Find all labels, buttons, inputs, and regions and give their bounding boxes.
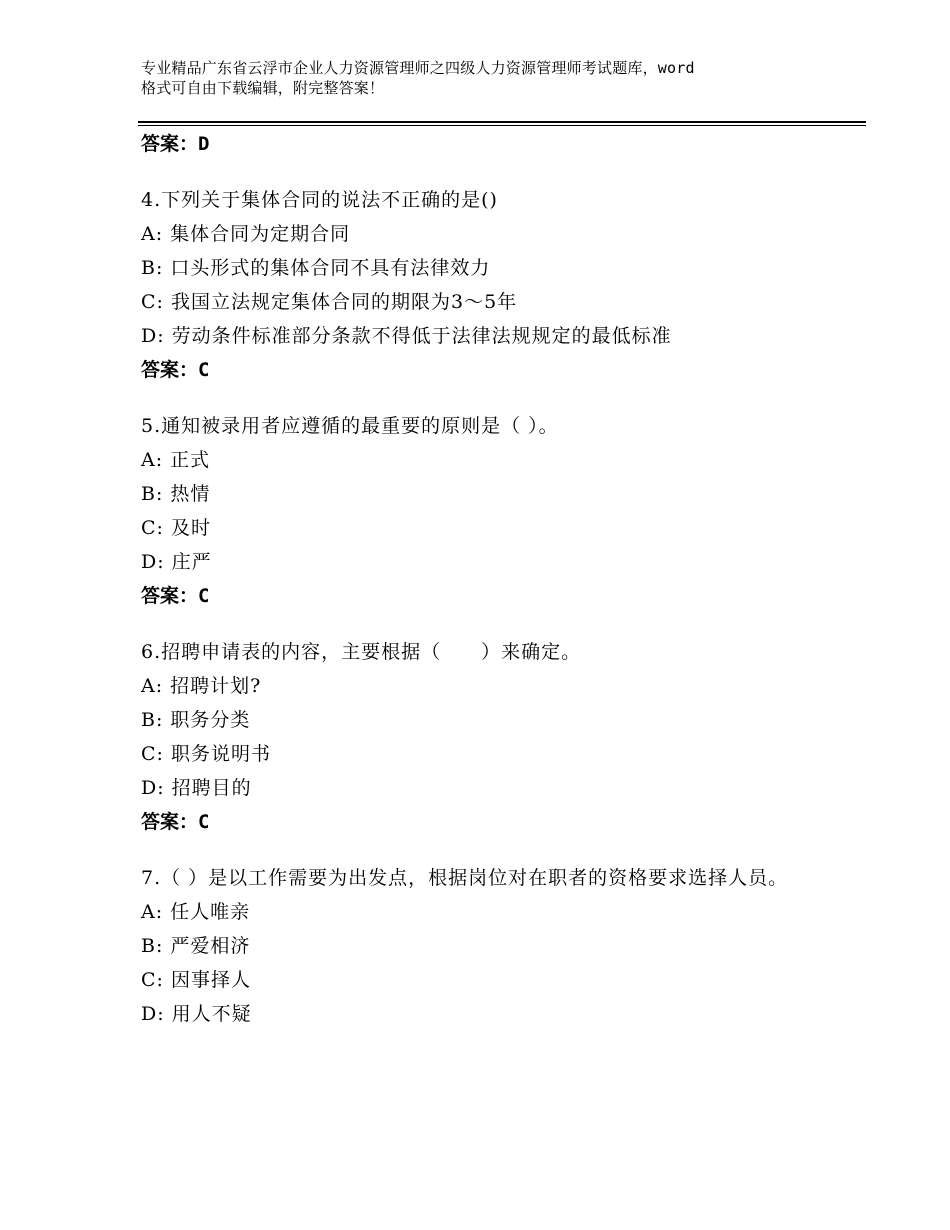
option-b: B: 热情 bbox=[141, 483, 211, 505]
option-b: B: 职务分类 bbox=[141, 709, 251, 731]
question-4 bbox=[141, 183, 841, 387]
answer-previous: 答案：D bbox=[141, 133, 210, 155]
option-c: C: 职务说明书 bbox=[141, 743, 271, 765]
option-d: D: 劳动条件标准部分条款不得低于法律法规规定的最低标准 bbox=[141, 325, 672, 347]
option-d: D: 用人不疑 bbox=[141, 1003, 252, 1025]
option-d: D: 庄严 bbox=[141, 551, 212, 573]
option-b: B: 口头形式的集体合同不具有法律效力 bbox=[141, 257, 491, 279]
option-c: C: 及时 bbox=[141, 517, 211, 539]
answer: 答案：C bbox=[141, 585, 210, 607]
option-d: D: 招聘目的 bbox=[141, 777, 252, 799]
question-stem: 5.通知被录用者应遵循的最重要的原则是（ ）。 bbox=[141, 415, 559, 437]
option-c: C: 因事择人 bbox=[141, 969, 251, 991]
answer: 答案：C bbox=[141, 359, 210, 381]
answer: 答案：C bbox=[141, 811, 210, 833]
header-divider-thin bbox=[138, 125, 866, 126]
header-line-1: 专业精品广东省云浮市企业人力资源管理师之四级人力资源管理师考试题库，word bbox=[141, 59, 695, 77]
document-body bbox=[141, 127, 841, 1031]
question-7 bbox=[141, 861, 841, 1031]
header-line-2: 格式可自由下载编辑，附完整答案！ bbox=[141, 79, 385, 97]
option-a: A: 集体合同为定期合同 bbox=[141, 223, 351, 245]
question-6 bbox=[141, 635, 841, 839]
question-stem: 4.下列关于集体合同的说法不正确的是() bbox=[141, 189, 498, 211]
document-header bbox=[141, 58, 841, 98]
option-a: A: 正式 bbox=[141, 449, 211, 471]
question-stem: 7.（ ）是以工作需要为出发点，根据岗位对在职者的资格要求选择人员。 bbox=[141, 867, 789, 889]
option-a: A: 招聘计划? bbox=[141, 675, 262, 697]
question-stem: 6.招聘申请表的内容，主要根据（ ）来确定。 bbox=[141, 641, 582, 663]
header-divider-thick bbox=[138, 121, 866, 123]
option-c: C: 我国立法规定集体合同的期限为3～5年 bbox=[141, 291, 518, 313]
option-b: B: 严爱相济 bbox=[141, 935, 251, 957]
question-5 bbox=[141, 409, 841, 613]
option-a: A: 任人唯亲 bbox=[141, 901, 251, 923]
header-divider bbox=[138, 121, 866, 126]
